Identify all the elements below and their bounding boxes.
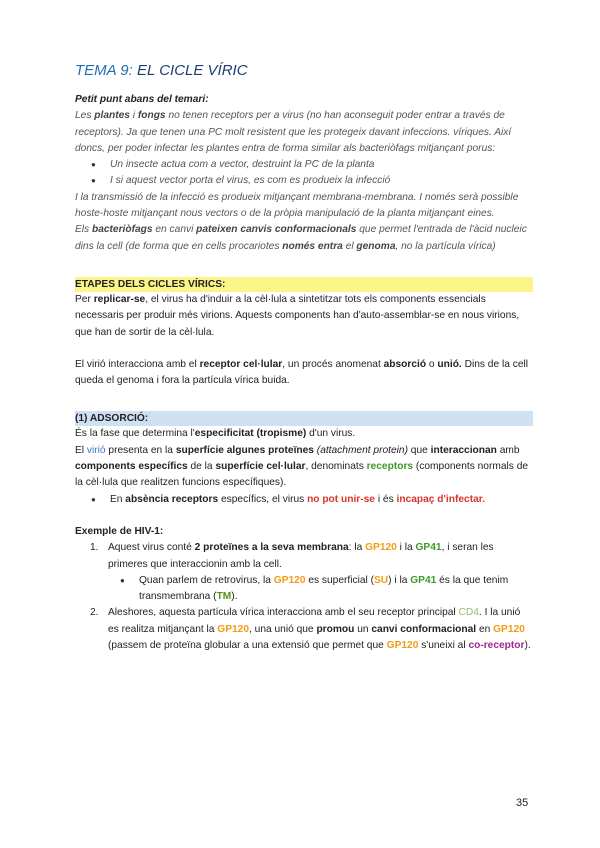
text-run: especificitat (tropisme) <box>194 428 307 440</box>
intro-bullet-1: ● Un insecte actua com a vector, destruint la PC de la planta <box>110 157 533 173</box>
text-run: superfície cel·lular <box>215 461 306 473</box>
text-run: 2 proteïnes a la seva membrana <box>194 542 349 554</box>
text-run: fongs <box>137 110 166 122</box>
text-run: GP120 <box>365 542 397 554</box>
etapes-paragraph-1: Per replicar-se, el virus ha d'induir a la cèl·lula a sintetitzar tots els components essencials necessaris per produir més virions. Aquests components han d'auto-assemblar-se en nous virions, que han de sortir de la cèl·lula. <box>75 293 520 338</box>
text-run: GP120 <box>273 574 306 586</box>
intro-bullet-2: ● I si aquest vector porta el virus, es com es produeix la infecció <box>110 173 533 189</box>
text-run: incapaç d'infectar. <box>396 493 485 505</box>
text-run: promou <box>316 623 355 635</box>
hiv-item-2 <box>90 605 533 654</box>
etapes-heading: ETAPES DELS CICLES VÍRICS: <box>75 277 533 292</box>
hiv-heading: Exemple de HIV-1: <box>75 525 164 537</box>
adsorcio-paragraph-1: És la fase que determina l'especificitat (tropisme) d'un virus. <box>75 428 356 440</box>
hiv-item-1-text: Aquest virus conté 2 proteïnes a la seva membrana: la GP120 i la GP41, i seran les primeres que interaccionin amb la cell. <box>108 542 494 570</box>
adsorcio-paragraph-2: El virió presenta en la superfície algunes proteïnes (attachment protein) que interaccionan amb components específics de la superfície cel·lular, denominats receptors (components normals de la cèl·lula que realitzen funcions específiques). <box>75 444 529 489</box>
text-run: superfície algunes proteïnes <box>175 444 314 456</box>
document-page <box>75 62 533 654</box>
hiv-item-1-sublist <box>108 573 533 606</box>
text-run: virió <box>86 444 106 456</box>
text-run: GP120 <box>217 623 250 635</box>
title-number: TEMA 9: <box>75 62 133 79</box>
hiv-numbered-list <box>75 540 533 654</box>
intro-heading: Petit punt abans del temari: <box>75 94 209 105</box>
text-run: bacteriòfags <box>91 224 153 236</box>
text-run: CD4 <box>458 607 479 619</box>
text-run: genoma <box>356 240 396 252</box>
page-number: 35 <box>516 797 529 809</box>
text-run: GP120 <box>386 640 419 652</box>
text-run: absorció <box>383 358 427 370</box>
text-run: plantes <box>94 110 130 122</box>
text-run: només entra <box>282 240 343 252</box>
text-run: co-receptor <box>468 640 525 652</box>
hiv-item-1-number: 1. <box>90 542 99 554</box>
text-run: GP41 <box>415 542 442 554</box>
text-run: components específics <box>75 461 188 473</box>
text-run: replicar-se <box>93 293 146 305</box>
text-run: (attachment protein) <box>316 444 408 456</box>
text-run: receptors <box>366 461 414 473</box>
hiv-item-1-subbullet: ● Quan parlem de retrovirus, la GP120 es superficial (SU) i la GP41 és la que tenim transmembrana (TM). <box>139 573 533 606</box>
hiv-item-2-number: 2. <box>90 607 99 619</box>
intro-note <box>75 92 533 255</box>
text-run: SU <box>374 574 389 586</box>
text-run: pateixen canvis conformacionals <box>196 224 357 236</box>
text-run: TM <box>216 591 232 603</box>
text-run: no pot unir-se <box>307 493 375 505</box>
intro-paragraph-1: Les plantes i fongs no tenen receptors per a virus (no han aconseguit poder entrar a través de receptors). Ja que tenen una PC molt resistent que les protegeix davant infeccions. víriques. Així doncs, per poder infectar les plantes entra de forma similar als bacteriòfags mitjançant porus: <box>75 110 512 154</box>
text-run: GP41 <box>410 574 437 586</box>
text-run: canvi conformacional <box>371 623 477 635</box>
title-text: EL CICLE VÍRIC <box>132 62 248 79</box>
etapes-paragraph-2: El virió interacciona amb el receptor cel·lular, un procés anomenat absorció o unió. Dins de la cell queda el genoma i fora la partícula vírica buida. <box>75 358 529 387</box>
text-run: absència receptors <box>125 493 219 505</box>
intro-bullet-list <box>75 157 533 190</box>
text-run: GP120 <box>493 623 525 635</box>
adsorcio-heading: (1) ADSORCIÓ: <box>75 411 533 426</box>
text-run: receptor cel·lular <box>199 358 283 370</box>
intro-paragraph-2: I la transmissió de la infecció es produeix mitjançant membrana-membrana. I només serà possible hoste-hoste mitjançant nous vectors o de la pròpia manipulació de la planta mitjançant eines. <box>75 191 519 220</box>
hiv-item-1 <box>90 540 533 605</box>
intro-paragraph-3: Els bacteriòfags en canvi pateixen canvis conformacionals que permet l'entrada de l'àcid nucleic dins la cell (de forma que en cells procariotes només entra el genoma, no la partícula vírica) <box>75 224 527 252</box>
text-run: interaccionan <box>430 444 497 456</box>
page-title <box>75 62 533 80</box>
adsorcio-bullet: ● En absència receptors específics, el virus no pot unir-se i és incapaç d'infectar. <box>110 492 533 508</box>
adsorcio-bullet-list <box>75 492 533 508</box>
hiv-item-2-text: Aleshores, aquesta partícula vírica interacciona amb el seu receptor principal CD4. I la unió es realitza mitjançant la GP120, una unió que promou un canvi conformacional en GP120 (passem de proteïna globular a una extensió que permet que GP120 s'uneixi al co-receptor). <box>108 607 531 652</box>
text-run: unió. <box>437 358 462 370</box>
